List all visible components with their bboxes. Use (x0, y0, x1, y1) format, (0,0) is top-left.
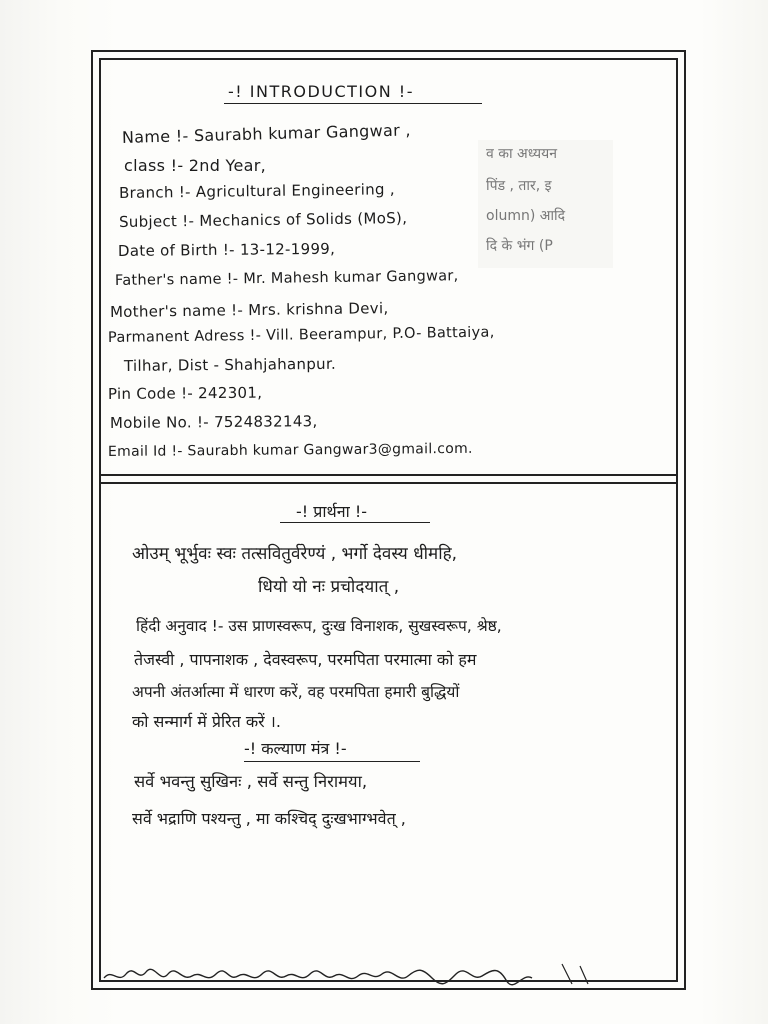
kalyan-title: -! कल्याण मंत्र !- (244, 739, 347, 758)
intro-class-line: class !- 2nd Year, (124, 156, 267, 175)
intro-pincode-line: Pin Code !- 242301, (107, 383, 263, 403)
section-divider (99, 474, 678, 484)
intro-branch-line: Branch !- Agricultural Engineering , (118, 180, 396, 202)
intro-title-underline (224, 103, 482, 104)
prayer-title: -! प्रार्थना !- (296, 502, 368, 521)
kalyan-line-1: सर्वे भवन्तु सुखिनः , सर्वे सन्तु निरामया, (134, 772, 368, 791)
bottom-scribble-decoration (102, 962, 602, 988)
kalyan-line-2: सर्वे भद्राणि पश्यन्तु , मा कश्चिद् दुःखभाग्भवेत् , (132, 809, 406, 828)
intro-mobile-line: Mobile No. !- 7524832143, (109, 412, 318, 432)
intro-subject-line: Subject !- Mechanics of Solids (MoS), (118, 208, 408, 231)
prayer-translation-line-4: को सन्मार्ग में प्रेरित करें ।. (132, 712, 281, 731)
bleed-line: olumn) आदि (486, 208, 566, 224)
bleed-line: दि के भंग (P (486, 238, 553, 254)
intro-address-line-2: Tilhar, Dist - Shahjahanpur. (123, 354, 337, 375)
intro-address-line: Parmanent Adress !- Vill. Beerampur, P.O- Battaiya, (107, 324, 495, 346)
prayer-translation-line-3: अपनी अंतर्आत्मा में धारण करें, वह परमपिता हमारी बुद्धियों (132, 683, 460, 701)
kalyan-title-underline (244, 761, 420, 762)
prayer-title-underline (280, 522, 430, 523)
intro-name-line: Name !- Saurabh kumar Gangwar , (121, 120, 411, 147)
prayer-translation-line-2: तेजस्वी , पापनाशक , देवस्वरूप, परमपिता परमात्मा को हम (134, 650, 477, 669)
prayer-translation-line-1: हिंदी अनुवाद !- उस प्राणस्वरूप, दुःख विनाशक, सुखस्वरूप, श्रेष्ठ, (136, 617, 502, 635)
intro-title: -! INTRODUCTION !- (228, 82, 414, 101)
bleed-line: व का अध्ययन (486, 146, 558, 162)
intro-dob-line: Date of Birth !- 13-12-1999, (117, 239, 336, 260)
bleed-line: पिंड , तार, इ (486, 178, 552, 194)
bleed-through-text (478, 140, 613, 268)
intro-father-line: Father's name !- Mr. Mahesh kumar Gangwar, (114, 268, 459, 289)
prayer-mantra-line-1: ओउम् भूर्भुवः स्वः तत्सवितुर्वरेण्यं , भर्गो देवस्य धीमहि, (132, 544, 458, 564)
prayer-mantra-line-2: धियो यो नः प्रचोदयात् , (258, 577, 400, 597)
intro-email-line: Email Id !- Saurabh kumar Gangwar3@gmail.com. (107, 440, 473, 460)
intro-mother-line: Mother's name !- Mrs. krishna Devi, (109, 299, 389, 321)
